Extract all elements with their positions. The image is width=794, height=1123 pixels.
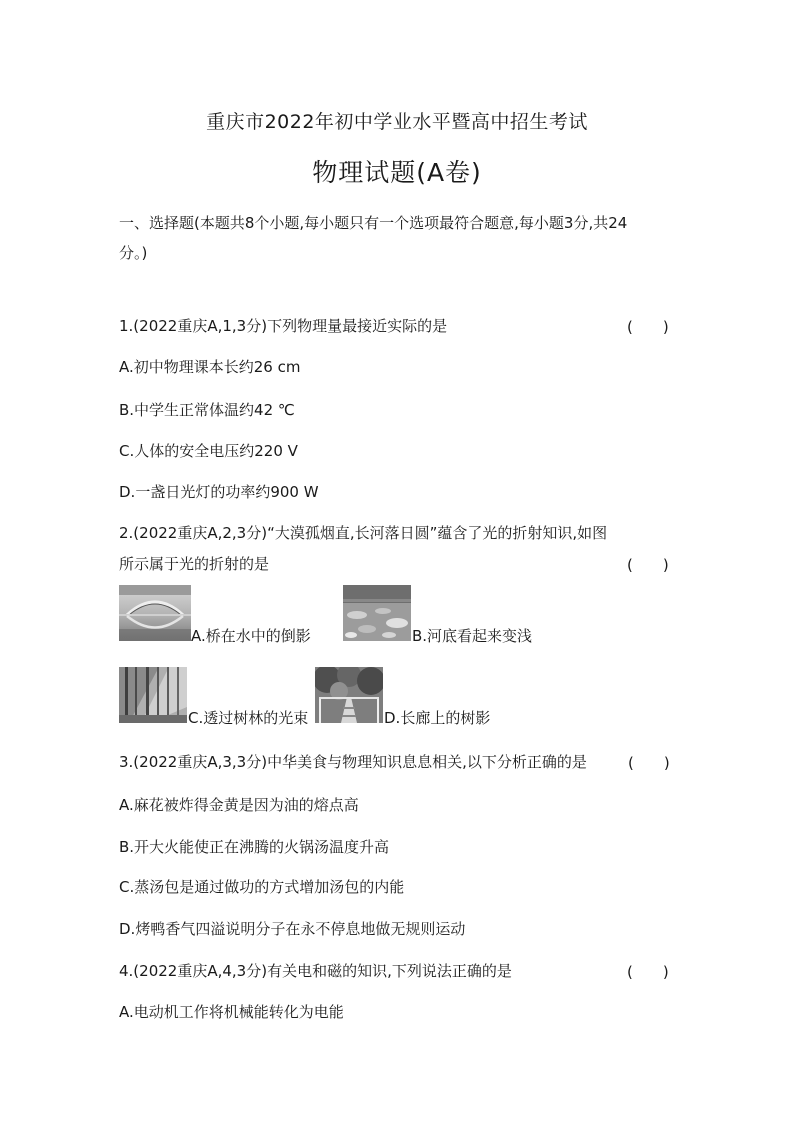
q2-option-d: D.长廊上的树影 xyxy=(384,709,491,727)
q1-answer-blank: ( ) xyxy=(627,318,669,336)
q3-stem: 3.(2022重庆A,3,3分)中华美食与物理知识息息相关,以下分析正确的是 xyxy=(119,753,587,771)
q1-option-c: C.人体的安全电压约220 V xyxy=(119,442,298,460)
forest-light-image xyxy=(119,667,187,723)
q2-stem-line2: 所示属于光的折射的是 xyxy=(119,555,270,573)
q1-option-b: B.中学生正常体温约42 ℃ xyxy=(119,401,295,419)
q1-option-a: A.初中物理课本长约26 cm xyxy=(119,358,301,376)
q3-option-b: B.开大火能使正在沸腾的火锅汤温度升高 xyxy=(119,838,390,856)
section-heading-line1: 一、选择题(本题共8个小题,每小题只有一个选项最符合题意,每小题3分,共24 xyxy=(119,214,628,232)
paper-title: 物理试题(A卷) xyxy=(312,158,482,187)
q4-answer-blank: ( ) xyxy=(627,963,669,981)
q2-option-c: C.透过树林的光束 xyxy=(188,709,309,727)
q2-option-b: B.河底看起来变浅 xyxy=(412,627,533,645)
river-bottom-image xyxy=(343,585,411,641)
q2-option-a: A.桥在水中的倒影 xyxy=(191,627,311,645)
q2-stem-line1: 2.(2022重庆A,2,3分)“大漠孤烟直,长河落日圆”蕴含了光的折射知识,如图 xyxy=(119,524,608,542)
q3-option-a: A.麻花被炸得金黄是因为油的熔点高 xyxy=(119,796,359,814)
q3-answer-blank: ( ) xyxy=(628,754,670,772)
q4-stem: 4.(2022重庆A,4,3分)有关电和磁的知识,下列说法正确的是 xyxy=(119,962,512,980)
q3-option-d: D.烤鸭香气四溢说明分子在永不停息地做无规则运动 xyxy=(119,920,466,938)
walkway-shadow-image xyxy=(315,667,383,723)
bridge-reflection-image xyxy=(119,585,191,641)
section-heading-line2: 分。) xyxy=(119,244,148,262)
q2-answer-blank: ( ) xyxy=(627,556,669,574)
q1-option-d: D.一盏日光灯的功率约900 W xyxy=(119,483,319,501)
q3-option-c: C.蒸汤包是通过做功的方式增加汤包的内能 xyxy=(119,878,405,896)
exam-title: 重庆市2022年初中学业水平暨高中招生考试 xyxy=(206,111,588,133)
q4-option-a: A.电动机工作将机械能转化为电能 xyxy=(119,1003,344,1021)
q1-stem: 1.(2022重庆A,1,3分)下列物理量最接近实际的是 xyxy=(119,317,448,335)
